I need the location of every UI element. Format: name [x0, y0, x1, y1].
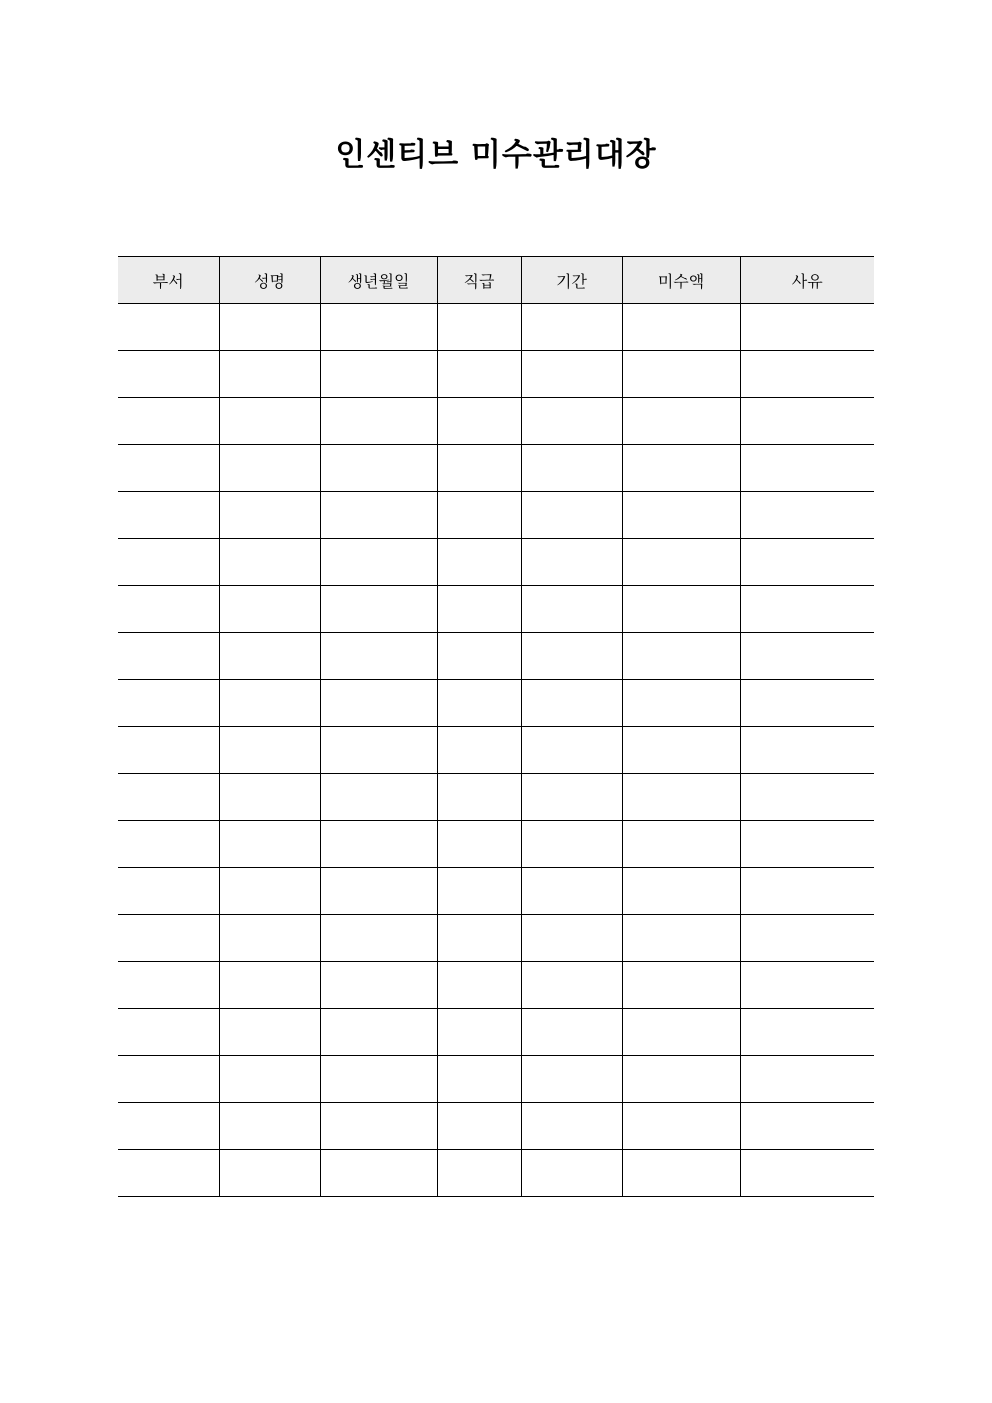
table-row [118, 1103, 874, 1150]
birthdate-cell[interactable] [320, 398, 437, 445]
column-header-department: 부서 [118, 257, 219, 304]
table-row [118, 680, 874, 727]
position-cell[interactable] [437, 774, 521, 821]
reason-cell[interactable] [740, 915, 874, 962]
position-cell[interactable] [437, 351, 521, 398]
reason-cell[interactable] [740, 445, 874, 492]
reason-cell[interactable] [740, 492, 874, 539]
department-cell[interactable] [118, 821, 219, 868]
birthdate-cell[interactable] [320, 351, 437, 398]
unpaid-amount-cell[interactable] [622, 868, 740, 915]
column-header-birthdate: 생년월일 [320, 257, 437, 304]
table-row [118, 398, 874, 445]
department-cell[interactable] [118, 727, 219, 774]
department-cell[interactable] [118, 1056, 219, 1103]
birthdate-cell[interactable] [320, 1056, 437, 1103]
position-cell[interactable] [437, 1056, 521, 1103]
birthdate-cell[interactable] [320, 492, 437, 539]
reason-cell[interactable] [740, 1009, 874, 1056]
birthdate-cell[interactable] [320, 727, 437, 774]
name-cell[interactable] [219, 680, 320, 727]
period-cell[interactable] [521, 1009, 622, 1056]
period-cell[interactable] [521, 398, 622, 445]
table-row [118, 351, 874, 398]
position-cell[interactable] [437, 586, 521, 633]
reason-cell[interactable] [740, 1056, 874, 1103]
position-cell[interactable] [437, 1150, 521, 1197]
department-cell[interactable] [118, 868, 219, 915]
birthdate-cell[interactable] [320, 774, 437, 821]
period-cell[interactable] [521, 915, 622, 962]
unpaid-amount-cell[interactable] [622, 821, 740, 868]
reason-cell[interactable] [740, 398, 874, 445]
unpaid-amount-cell[interactable] [622, 445, 740, 492]
name-cell[interactable] [219, 821, 320, 868]
period-cell[interactable] [521, 774, 622, 821]
department-cell[interactable] [118, 445, 219, 492]
name-cell[interactable] [219, 445, 320, 492]
incentive-receivables-table [118, 256, 874, 1197]
position-cell[interactable] [437, 868, 521, 915]
department-cell[interactable] [118, 492, 219, 539]
department-cell[interactable] [118, 586, 219, 633]
reason-cell[interactable] [740, 727, 874, 774]
birthdate-cell[interactable] [320, 633, 437, 680]
position-cell[interactable] [437, 445, 521, 492]
reason-cell[interactable] [740, 539, 874, 586]
period-cell[interactable] [521, 1103, 622, 1150]
table-row [118, 304, 874, 351]
column-header-name: 성명 [219, 257, 320, 304]
name-cell[interactable] [219, 915, 320, 962]
name-cell[interactable] [219, 351, 320, 398]
unpaid-amount-cell[interactable] [622, 1150, 740, 1197]
unpaid-amount-cell[interactable] [622, 680, 740, 727]
table-row [118, 1150, 874, 1197]
name-cell[interactable] [219, 1103, 320, 1150]
birthdate-cell[interactable] [320, 680, 437, 727]
unpaid-amount-cell[interactable] [622, 492, 740, 539]
period-cell[interactable] [521, 539, 622, 586]
position-cell[interactable] [437, 680, 521, 727]
unpaid-amount-cell[interactable] [622, 586, 740, 633]
table-row [118, 868, 874, 915]
column-header-period: 기간 [521, 257, 622, 304]
position-cell[interactable] [437, 1103, 521, 1150]
name-cell[interactable] [219, 398, 320, 445]
name-cell[interactable] [219, 304, 320, 351]
reason-cell[interactable] [740, 1103, 874, 1150]
birthdate-cell[interactable] [320, 1009, 437, 1056]
unpaid-amount-cell[interactable] [622, 1103, 740, 1150]
department-cell[interactable] [118, 304, 219, 351]
position-cell[interactable] [437, 304, 521, 351]
document-title: 인센티브 미수관리대장 [335, 137, 657, 173]
birthdate-cell[interactable] [320, 304, 437, 351]
table-row [118, 586, 874, 633]
period-cell[interactable] [521, 492, 622, 539]
position-cell[interactable] [437, 492, 521, 539]
department-cell[interactable] [118, 1103, 219, 1150]
period-cell[interactable] [521, 586, 622, 633]
name-cell[interactable] [219, 1150, 320, 1197]
table-body [118, 304, 874, 1197]
unpaid-amount-cell[interactable] [622, 774, 740, 821]
name-cell[interactable] [219, 539, 320, 586]
table-row [118, 1009, 874, 1056]
reason-cell[interactable] [740, 868, 874, 915]
reason-cell[interactable] [740, 680, 874, 727]
reason-cell[interactable] [740, 586, 874, 633]
position-cell[interactable] [437, 727, 521, 774]
table-row [118, 633, 874, 680]
period-cell[interactable] [521, 868, 622, 915]
column-header-unpaid-amount: 미수액 [622, 257, 740, 304]
unpaid-amount-cell[interactable] [622, 398, 740, 445]
reason-cell[interactable] [740, 774, 874, 821]
position-cell[interactable] [437, 821, 521, 868]
unpaid-amount-cell[interactable] [622, 351, 740, 398]
unpaid-amount-cell[interactable] [622, 962, 740, 1009]
department-cell[interactable] [118, 539, 219, 586]
position-cell[interactable] [437, 539, 521, 586]
table-row [118, 727, 874, 774]
reason-cell[interactable] [740, 1150, 874, 1197]
reason-cell[interactable] [740, 351, 874, 398]
birthdate-cell[interactable] [320, 445, 437, 492]
period-cell[interactable] [521, 680, 622, 727]
period-cell[interactable] [521, 1150, 622, 1197]
name-cell[interactable] [219, 774, 320, 821]
period-cell[interactable] [521, 445, 622, 492]
table-row [118, 492, 874, 539]
period-cell[interactable] [521, 727, 622, 774]
position-cell[interactable] [437, 1009, 521, 1056]
birthdate-cell[interactable] [320, 915, 437, 962]
department-cell[interactable] [118, 351, 219, 398]
birthdate-cell[interactable] [320, 1150, 437, 1197]
department-cell[interactable] [118, 774, 219, 821]
position-cell[interactable] [437, 633, 521, 680]
reason-cell[interactable] [740, 821, 874, 868]
table-row [118, 915, 874, 962]
period-cell[interactable] [521, 351, 622, 398]
table-row [118, 445, 874, 492]
department-cell[interactable] [118, 1150, 219, 1197]
unpaid-amount-cell[interactable] [622, 539, 740, 586]
name-cell[interactable] [219, 586, 320, 633]
unpaid-amount-cell[interactable] [622, 1056, 740, 1103]
birthdate-cell[interactable] [320, 868, 437, 915]
unpaid-amount-cell[interactable] [622, 915, 740, 962]
table-header-row [118, 257, 874, 304]
department-cell[interactable] [118, 1009, 219, 1056]
department-cell[interactable] [118, 398, 219, 445]
birthdate-cell[interactable] [320, 539, 437, 586]
name-cell[interactable] [219, 633, 320, 680]
name-cell[interactable] [219, 492, 320, 539]
column-header-reason: 사유 [740, 257, 874, 304]
department-cell[interactable] [118, 680, 219, 727]
birthdate-cell[interactable] [320, 586, 437, 633]
name-cell[interactable] [219, 962, 320, 1009]
unpaid-amount-cell[interactable] [622, 1009, 740, 1056]
unpaid-amount-cell[interactable] [622, 633, 740, 680]
name-cell[interactable] [219, 1009, 320, 1056]
position-cell[interactable] [437, 915, 521, 962]
department-cell[interactable] [118, 633, 219, 680]
position-cell[interactable] [437, 398, 521, 445]
reason-cell[interactable] [740, 633, 874, 680]
birthdate-cell[interactable] [320, 1103, 437, 1150]
table-row [118, 1056, 874, 1103]
period-cell[interactable] [521, 304, 622, 351]
unpaid-amount-cell[interactable] [622, 304, 740, 351]
period-cell[interactable] [521, 821, 622, 868]
period-cell[interactable] [521, 633, 622, 680]
department-cell[interactable] [118, 962, 219, 1009]
department-cell[interactable] [118, 915, 219, 962]
position-cell[interactable] [437, 962, 521, 1009]
table-row [118, 962, 874, 1009]
reason-cell[interactable] [740, 304, 874, 351]
name-cell[interactable] [219, 868, 320, 915]
unpaid-amount-cell[interactable] [622, 727, 740, 774]
column-header-position: 직급 [437, 257, 521, 304]
table-row [118, 821, 874, 868]
period-cell[interactable] [521, 962, 622, 1009]
birthdate-cell[interactable] [320, 962, 437, 1009]
birthdate-cell[interactable] [320, 821, 437, 868]
name-cell[interactable] [219, 727, 320, 774]
period-cell[interactable] [521, 1056, 622, 1103]
name-cell[interactable] [219, 1056, 320, 1103]
table-row [118, 539, 874, 586]
reason-cell[interactable] [740, 962, 874, 1009]
table-row [118, 774, 874, 821]
